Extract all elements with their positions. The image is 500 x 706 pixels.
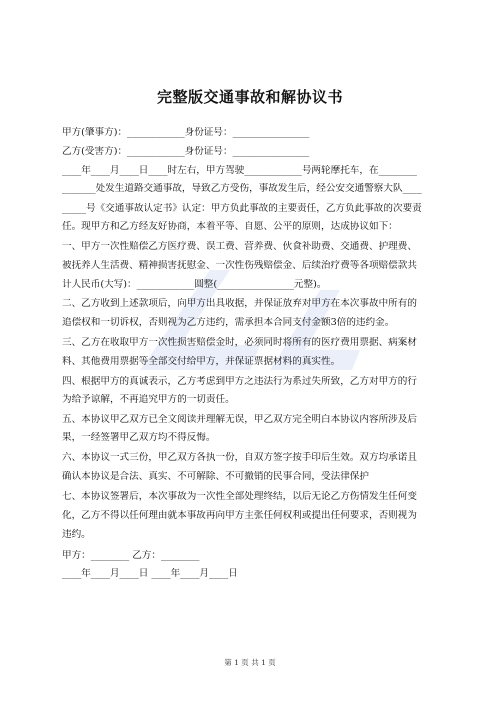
document-line: 七、本协议签署后，本次事故为一次性全部处理终结，以后无论乙方伤情发生任何变 bbox=[62, 491, 417, 502]
document-line: 任。现甲方和乙方经友好协商，本着平等、自愿、公平的原则，达成协议如下： bbox=[62, 221, 398, 232]
document-line: 一、甲方一次性赔偿乙方医疗费、误工费、营养费、伙食补助费、交通费、护理费、 bbox=[62, 241, 417, 252]
document-line: ____年____月____日 ____年____月____日 bbox=[62, 568, 238, 579]
document-line: 确认本协议是合法、真实、不可解除、不可撤销的民事合同，受法律保护 bbox=[62, 471, 369, 482]
page-footer: 第 1 页 共 1 页 bbox=[224, 658, 276, 667]
document-line: 四、根据甲方的真诚表示，乙方考虑到甲方之违法行为系过失所致，乙方对甲方的行 bbox=[62, 376, 417, 387]
document-line: 乙方(受害方)：____________身份证号：________________ bbox=[62, 146, 310, 157]
document-line: 三、乙方在收取甲方一次性损害赔偿金时，必须同时将所有的医疗费用票据、病案材 bbox=[62, 337, 417, 348]
document-title: 完整版交通事故和解协议书 bbox=[156, 88, 343, 106]
document-line: 化，乙方不得以任何理由就本事故再向甲方主张任何权利或提出任何要求，否则视为 bbox=[62, 510, 417, 521]
document-line: 果，一经签署甲乙双方均不得反悔。 bbox=[62, 432, 216, 443]
document-line: 甲方：________ 乙方：________ bbox=[62, 550, 200, 561]
document-line: 违约。 bbox=[62, 529, 91, 540]
document-line: 计人民币(大写)：____________圆整(________________元整)。 bbox=[62, 279, 327, 290]
document-line: 追偿权和一切诉权，否则视为乙方违约，需承担本合同支付金额3倍的违约金。 bbox=[62, 317, 395, 328]
document-line: 六、本协议一式三份，甲乙双方各执一份，自双方签字按手印后生效。双方均承诺且 bbox=[62, 452, 417, 463]
document-line: ____年____月____日____时左右，甲方驾驶____________号两轮摩托车，在________ bbox=[62, 165, 417, 176]
document-line: 二、乙方收到上述款项后，向甲方出具收据，并保证放弃对甲方在本次事故中所有的 bbox=[62, 298, 417, 309]
document-line: _____号《交通事故认定书》认定：甲方负此事故的主要责任，乙方负此事故的次要责 bbox=[62, 203, 422, 214]
document-line: 为给予谅解，不再追究甲方的一切责任。 bbox=[62, 394, 235, 405]
document-line: 五、本协议甲乙双方已全文阅读并理解无误，甲乙双方完全明白本协议内容所涉及后 bbox=[62, 414, 417, 425]
document-line: 被抚养人生活费、精神损害抚慰金、一次性伤残赔偿金、后续治疗费等各项赔偿款共 bbox=[62, 260, 417, 271]
document-line: 料、其他费用票据等全部交付给甲方，并保证票据材料的真实性。 bbox=[62, 356, 341, 367]
document-line: 甲方(肇事方)：____________身份证号：________________ bbox=[62, 127, 310, 138]
document-line: _______处发生道路交通事故，导致乙方受伤，事故发生后，经公安交通警察大队____ bbox=[62, 183, 422, 194]
